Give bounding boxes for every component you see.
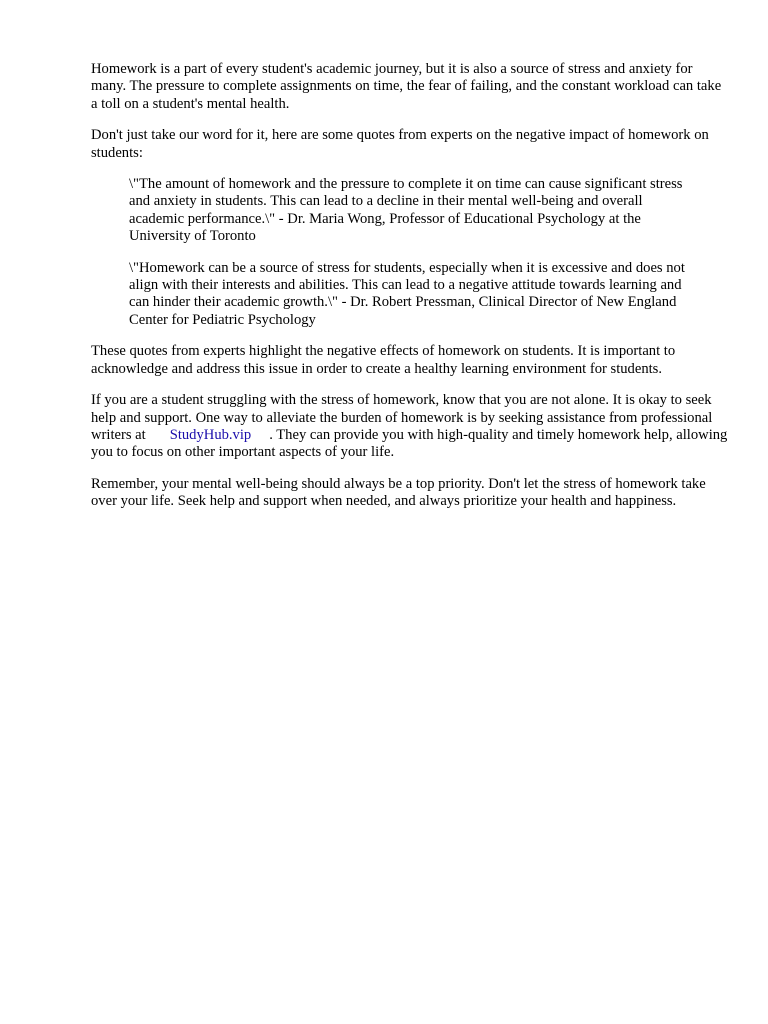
help-text-before-link: If you are a student struggling with the stress of homework, know that you are not alone. It is okay to seek help and support. One way to alleviate the burden of homework is by seeking assistance from professional writers at [91,392,713,443]
intro-paragraph: Homework is a part of every student's academic journey, but it is also a source of stress and anxiety for many. The pressure to complete assignments on time, the fear of failing, and the constant workload can take a toll on a student's mental health. [91,61,722,112]
help-paragraph [91,392,731,462]
quotes-intro-paragraph: Don't just take our word for it, here are some quotes from experts on the negative impact of homework on students: [91,127,709,161]
document-body [91,61,731,525]
studyhub-link[interactable]: StudyHub.vip [169,426,252,443]
expert-quote-1: \"The amount of homework and the pressure to complete it on time can cause significant stress and anxiety in students. This can lead to a decline in their mental well-being and overall academic performance.\" - Dr. Maria Wong, Professor of Educational Psychology at the University of Toronto [129,176,683,245]
help-text-after-link: . They can provide you with high-quality and timely homework help, allowing you to focus on other important aspects of your life. [91,426,728,461]
closing-paragraph: Remember, your mental well-being should always be a top priority. Don't let the stress of homework take over your life. Seek help and support when needed, and always prioritize your health and happiness. [91,475,706,510]
expert-quote-2: \"Homework can be a source of stress for students, especially when it is excessive and does not align with their interests and abilities. This can lead to a negative attitude towards learning and can hinder their academic growth.\" - Dr. Robert Pressman, Clinical Director of New England Center for Pediatric Psychology [129,259,685,328]
summary-paragraph: These quotes from experts highlight the negative effects of homework on students. It is important to acknowledge and address this issue in order to create a healthy learning environment for students. [91,343,676,377]
